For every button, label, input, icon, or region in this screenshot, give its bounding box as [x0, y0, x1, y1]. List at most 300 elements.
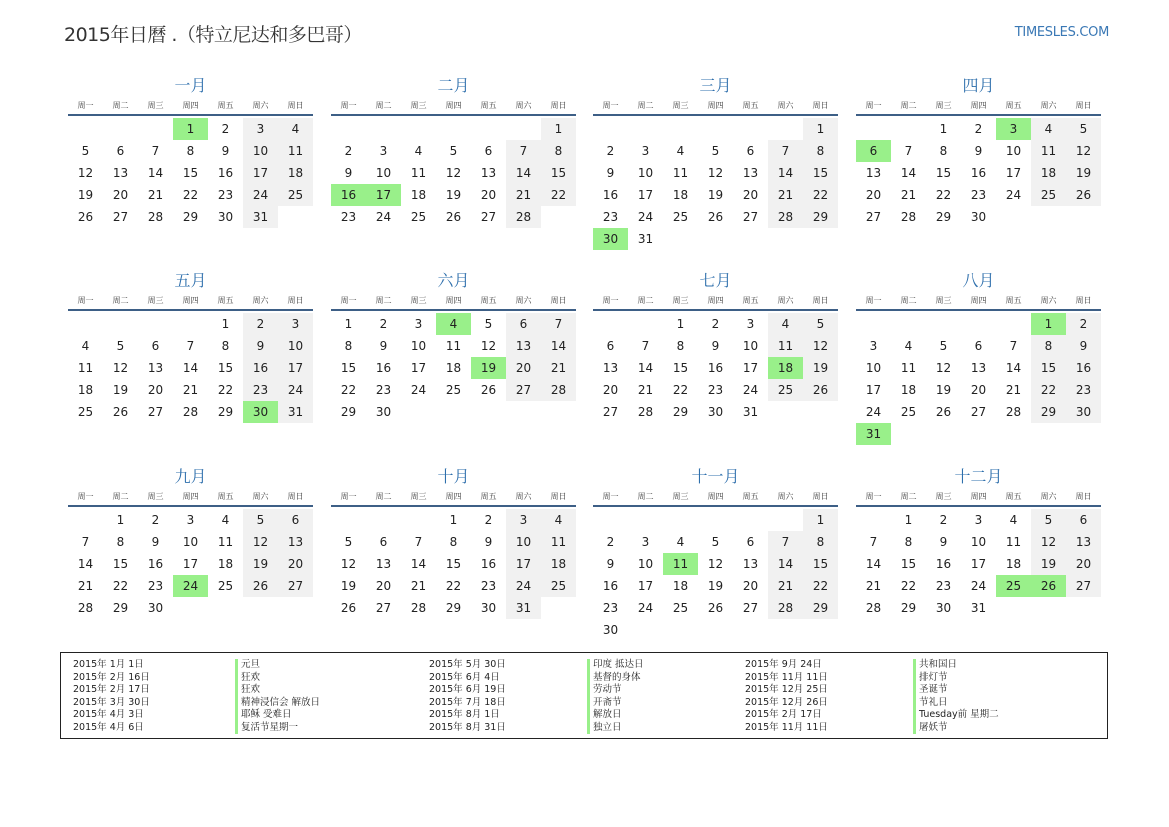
- day-cell: 29: [182, 210, 199, 224]
- month-5: [68, 269, 313, 423]
- weekday-label: 周三: [410, 101, 427, 110]
- weekday-label: 周四: [445, 492, 462, 501]
- weekday-label: 周四: [707, 492, 724, 501]
- empty-cell: [628, 313, 663, 335]
- month-1: [68, 74, 313, 228]
- day-cell: 10: [278, 335, 313, 357]
- weekday-label: 周五: [480, 101, 497, 110]
- day-cell: 28: [900, 210, 917, 224]
- day-cell: 20: [506, 357, 541, 379]
- empty-cell: [856, 118, 891, 140]
- day-cell: 27: [278, 575, 313, 597]
- day-cell: 9: [1066, 335, 1101, 357]
- weekday-label: 周一: [77, 492, 94, 501]
- holiday-name: 解放日: [587, 709, 644, 722]
- month-title: 七月: [699, 271, 732, 290]
- holiday-name-column: [235, 659, 320, 734]
- holiday-date-column: [745, 659, 828, 734]
- weekday-label: 周二: [900, 296, 917, 305]
- day-cell: 28: [637, 405, 654, 419]
- day-cell: 6: [151, 339, 160, 353]
- weekday-label: 周三: [672, 296, 689, 305]
- day-cell: 12: [112, 361, 129, 375]
- day-cell: 5: [711, 144, 720, 158]
- month-title: 十一月: [691, 467, 740, 486]
- day-cell: 11: [445, 339, 462, 353]
- day-cell: 30: [217, 210, 234, 224]
- weekday-label: 周三: [410, 296, 427, 305]
- day-cell: 23: [375, 383, 392, 397]
- day-cell: 27: [112, 210, 129, 224]
- day-cell: 26: [707, 601, 724, 615]
- weekday-header: [331, 98, 576, 116]
- holiday-name: Tuesday前 星期二: [913, 709, 999, 722]
- day-cell: 14: [637, 361, 654, 375]
- day-cell: 14: [410, 557, 427, 571]
- empty-cell: [856, 509, 891, 531]
- day-cell: 17: [506, 553, 541, 575]
- day-cell: 27: [506, 379, 541, 401]
- day-cell: 27: [480, 210, 497, 224]
- day-cell: 28: [541, 379, 576, 401]
- brand-logo-text[interactable]: TIMESLES.COM: [1014, 25, 1109, 40]
- weekday-label: 周日: [812, 296, 829, 305]
- weekday-label: 周五: [742, 492, 759, 501]
- day-cell: 12: [340, 557, 357, 571]
- day-cell: 3: [641, 535, 650, 549]
- weekday-label: 周日: [812, 101, 829, 110]
- day-cell: 13: [1066, 531, 1101, 553]
- day-cell: 13: [375, 557, 392, 571]
- weekday-label: 周四: [445, 101, 462, 110]
- day-cell: 6: [1066, 509, 1101, 531]
- day-cell: 27: [742, 210, 759, 224]
- day-grid: [856, 118, 1101, 228]
- weekday-label: 周二: [375, 492, 392, 501]
- holiday-day-cell: 4: [436, 313, 471, 335]
- weekday-label: 周日: [1075, 101, 1092, 110]
- day-grid: [68, 509, 313, 619]
- weekday-label: 周二: [637, 101, 654, 110]
- day-cell: 9: [606, 557, 615, 571]
- day-cell: 17: [182, 557, 199, 571]
- empty-cell: [733, 509, 768, 531]
- month-title: 二月: [437, 76, 470, 95]
- day-cell: 9: [939, 535, 948, 549]
- day-cell: 19: [340, 579, 357, 593]
- day-cell: 20: [1066, 553, 1101, 575]
- day-cell: 23: [480, 579, 497, 593]
- day-cell: 22: [900, 579, 917, 593]
- day-cell: 4: [676, 535, 685, 549]
- holiday-date: 2015年 11月 11日: [745, 671, 828, 683]
- day-cell: 8: [939, 144, 948, 158]
- day-cell: 25: [410, 210, 427, 224]
- day-cell: 10: [410, 339, 427, 353]
- day-cell: 13: [147, 361, 164, 375]
- day-cell: 22: [217, 383, 234, 397]
- day-cell: 3: [974, 513, 983, 527]
- day-cell: 2: [974, 122, 983, 136]
- empty-cell: [401, 509, 436, 531]
- day-cell: 19: [445, 188, 462, 202]
- weekday-header: [68, 98, 313, 116]
- day-cell: 9: [711, 339, 720, 353]
- empty-cell: [961, 313, 996, 335]
- day-cell: 17: [742, 361, 759, 375]
- month-title: 一月: [174, 76, 207, 95]
- day-cell: 15: [340, 361, 357, 375]
- weekday-label: 周五: [217, 101, 234, 110]
- day-cell: 11: [217, 535, 234, 549]
- weekday-label: 周二: [900, 492, 917, 501]
- day-cell: 1: [449, 513, 458, 527]
- day-cell: 22: [803, 575, 838, 597]
- day-cell: 13: [742, 166, 759, 180]
- holiday-name: 独立日: [587, 722, 644, 735]
- day-cell: 18: [1031, 162, 1066, 184]
- month-title: 十月: [437, 467, 470, 486]
- day-cell: 22: [803, 184, 838, 206]
- holiday-day-cell: 25: [996, 575, 1031, 597]
- day-cell: 2: [606, 144, 615, 158]
- day-cell: 7: [641, 339, 650, 353]
- holiday-day-cell: 6: [856, 140, 891, 162]
- day-cell: 18: [672, 188, 689, 202]
- holiday-name: 复活节星期一: [235, 722, 320, 735]
- day-cell: 28: [147, 210, 164, 224]
- weekday-label: 周一: [602, 492, 619, 501]
- day-cell: 24: [278, 379, 313, 401]
- weekday-label: 周四: [707, 101, 724, 110]
- day-grid: [856, 313, 1101, 445]
- weekday-label: 周四: [970, 492, 987, 501]
- day-cell: 26: [77, 210, 94, 224]
- day-cell: 15: [803, 553, 838, 575]
- day-cell: 27: [602, 405, 619, 419]
- weekday-label: 周五: [742, 296, 759, 305]
- day-cell: 22: [1031, 379, 1066, 401]
- day-cell: 19: [112, 383, 129, 397]
- weekday-label: 周六: [777, 101, 794, 110]
- day-cell: 18: [1005, 557, 1022, 571]
- day-cell: 10: [243, 140, 278, 162]
- day-cell: 6: [278, 509, 313, 531]
- day-cell: 4: [1031, 118, 1066, 140]
- day-cell: 24: [970, 579, 987, 593]
- day-cell: 5: [803, 313, 838, 335]
- day-cell: 31: [506, 597, 541, 619]
- day-cell: 9: [379, 339, 388, 353]
- weekday-label: 周四: [182, 492, 199, 501]
- empty-cell: [68, 509, 103, 531]
- day-cell: 29: [935, 210, 952, 224]
- weekday-label: 周二: [637, 492, 654, 501]
- day-cell: 7: [506, 140, 541, 162]
- weekday-header: [593, 293, 838, 311]
- day-cell: 23: [602, 601, 619, 615]
- day-cell: 30: [1066, 401, 1101, 423]
- day-cell: 14: [147, 166, 164, 180]
- day-cell: 4: [676, 144, 685, 158]
- holiday-day-cell: 24: [173, 575, 208, 597]
- day-cell: 6: [746, 535, 755, 549]
- empty-cell: [891, 313, 926, 335]
- day-cell: 14: [1005, 361, 1022, 375]
- day-cell: 18: [217, 557, 234, 571]
- day-cell: 29: [803, 206, 838, 228]
- day-cell: 13: [506, 335, 541, 357]
- holiday-name: 屠妖节: [913, 722, 999, 735]
- empty-cell: [593, 313, 628, 335]
- day-cell: 25: [900, 405, 917, 419]
- day-cell: 25: [77, 405, 94, 419]
- weekday-label: 周三: [935, 492, 952, 501]
- day-cell: 1: [221, 317, 230, 331]
- day-cell: 18: [445, 361, 462, 375]
- day-cell: 16: [480, 557, 497, 571]
- day-cell: 16: [935, 557, 952, 571]
- day-cell: 16: [147, 557, 164, 571]
- day-cell: 1: [904, 513, 913, 527]
- day-cell: 1: [344, 317, 353, 331]
- day-cell: 16: [602, 188, 619, 202]
- day-cell: 7: [151, 144, 160, 158]
- day-cell: 28: [182, 405, 199, 419]
- day-cell: 10: [637, 557, 654, 571]
- day-cell: 28: [506, 206, 541, 228]
- day-cell: 10: [865, 361, 882, 375]
- weekday-label: 周二: [375, 101, 392, 110]
- day-cell: 11: [410, 166, 427, 180]
- weekday-label: 周四: [182, 296, 199, 305]
- day-cell: 13: [112, 166, 129, 180]
- day-cell: 10: [970, 535, 987, 549]
- day-cell: 22: [445, 579, 462, 593]
- day-cell: 10: [742, 339, 759, 353]
- empty-cell: [471, 118, 506, 140]
- day-cell: 19: [1031, 553, 1066, 575]
- day-cell: 21: [768, 184, 803, 206]
- day-cell: 6: [379, 535, 388, 549]
- day-cell: 25: [672, 210, 689, 224]
- day-cell: 8: [116, 535, 125, 549]
- weekday-header: [856, 489, 1101, 507]
- day-cell: 16: [243, 357, 278, 379]
- day-cell: 30: [935, 601, 952, 615]
- day-cell: 8: [676, 339, 685, 353]
- day-cell: 15: [935, 166, 952, 180]
- day-cell: 15: [541, 162, 576, 184]
- holiday-name: 排灯节: [913, 672, 999, 685]
- holiday-name: 耶稣 受难日: [235, 709, 320, 722]
- day-cell: 27: [147, 405, 164, 419]
- day-cell: 14: [541, 335, 576, 357]
- day-cell: 16: [707, 361, 724, 375]
- day-cell: 15: [182, 166, 199, 180]
- day-cell: 7: [904, 144, 913, 158]
- day-cell: 7: [768, 140, 803, 162]
- empty-cell: [68, 313, 103, 335]
- day-cell: 20: [970, 383, 987, 397]
- holiday-day-cell: 1: [1031, 313, 1066, 335]
- day-cell: 12: [707, 557, 724, 571]
- day-cell: 15: [803, 162, 838, 184]
- empty-cell: [138, 313, 173, 335]
- weekday-label: 周一: [602, 296, 619, 305]
- day-cell: 19: [707, 579, 724, 593]
- weekday-label: 周日: [1075, 296, 1092, 305]
- weekday-label: 周日: [287, 101, 304, 110]
- day-cell: 1: [803, 118, 838, 140]
- day-cell: 4: [541, 509, 576, 531]
- day-cell: 29: [803, 597, 838, 619]
- weekday-label: 周四: [970, 101, 987, 110]
- day-cell: 21: [182, 383, 199, 397]
- day-cell: 22: [672, 383, 689, 397]
- day-cell: 17: [278, 357, 313, 379]
- weekday-label: 周四: [970, 296, 987, 305]
- holiday-date: 2015年 3月 30日: [73, 696, 150, 708]
- holiday-date: 2015年 12月 26日: [745, 696, 828, 708]
- weekday-label: 周六: [252, 296, 269, 305]
- day-cell: 5: [711, 535, 720, 549]
- holiday-date: 2015年 2月 17日: [745, 709, 822, 720]
- weekday-header: [593, 489, 838, 507]
- day-cell: 10: [1005, 144, 1022, 158]
- empty-cell: [768, 118, 803, 140]
- day-cell: 23: [340, 210, 357, 224]
- holiday-name-column: [587, 659, 644, 734]
- day-cell: 18: [541, 553, 576, 575]
- day-cell: 13: [742, 557, 759, 571]
- day-cell: 30: [375, 405, 392, 419]
- day-cell: 31: [278, 401, 313, 423]
- day-cell: 8: [449, 535, 458, 549]
- month-3: [593, 74, 838, 250]
- day-cell: 7: [869, 535, 878, 549]
- month-title: 五月: [174, 271, 207, 290]
- day-cell: 30: [147, 601, 164, 615]
- day-cell: 1: [939, 122, 948, 136]
- day-cell: 11: [1005, 535, 1022, 549]
- weekday-label: 周六: [1040, 296, 1057, 305]
- day-cell: 17: [410, 361, 427, 375]
- weekday-label: 周五: [1005, 492, 1022, 501]
- day-cell: 24: [1005, 188, 1022, 202]
- day-cell: 8: [904, 535, 913, 549]
- day-cell: 11: [900, 361, 917, 375]
- day-cell: 24: [742, 383, 759, 397]
- day-grid: [331, 118, 576, 228]
- day-cell: 11: [541, 531, 576, 553]
- empty-cell: [698, 118, 733, 140]
- holiday-name: 共和国日: [913, 659, 999, 672]
- day-cell: 2: [484, 513, 493, 527]
- day-cell: 28: [410, 601, 427, 615]
- weekday-label: 周六: [515, 296, 532, 305]
- day-cell: 22: [340, 383, 357, 397]
- day-cell: 29: [112, 601, 129, 615]
- weekday-label: 周六: [777, 296, 794, 305]
- month-6: [331, 269, 576, 423]
- day-cell: 3: [506, 509, 541, 531]
- empty-cell: [891, 118, 926, 140]
- empty-cell: [926, 313, 961, 335]
- day-cell: 21: [865, 579, 882, 593]
- weekday-label: 周六: [252, 492, 269, 501]
- day-cell: 30: [707, 405, 724, 419]
- day-cell: 4: [278, 118, 313, 140]
- weekday-label: 周五: [1005, 101, 1022, 110]
- page-title: 2015年日曆 .（特立尼达和多巴哥）: [64, 24, 362, 46]
- holiday-date: 2015年 2月 17日: [73, 684, 150, 695]
- empty-cell: [593, 118, 628, 140]
- day-cell: 24: [865, 405, 882, 419]
- month-title: 四月: [962, 76, 995, 95]
- empty-cell: [856, 313, 891, 335]
- weekday-label: 周六: [1040, 101, 1057, 110]
- day-cell: 2: [344, 144, 353, 158]
- month-title: 八月: [962, 271, 995, 290]
- day-cell: 22: [541, 184, 576, 206]
- day-cell: 23: [243, 379, 278, 401]
- day-cell: 21: [147, 188, 164, 202]
- day-cell: 29: [340, 405, 357, 419]
- weekday-label: 周二: [375, 296, 392, 305]
- weekday-label: 周三: [935, 296, 952, 305]
- day-cell: 3: [186, 513, 195, 527]
- day-cell: 9: [151, 535, 160, 549]
- day-cell: 8: [541, 140, 576, 162]
- weekday-label: 周日: [550, 296, 567, 305]
- weekday-label: 周一: [77, 101, 94, 110]
- day-cell: 12: [707, 166, 724, 180]
- day-cell: 27: [375, 601, 392, 615]
- day-cell: 19: [243, 553, 278, 575]
- day-cell: 18: [900, 383, 917, 397]
- day-cell: 12: [243, 531, 278, 553]
- weekday-label: 周二: [112, 101, 129, 110]
- weekday-label: 周三: [672, 492, 689, 501]
- day-cell: 25: [445, 383, 462, 397]
- day-cell: 3: [641, 144, 650, 158]
- holiday-name: 圣诞节: [913, 684, 999, 697]
- day-cell: 3: [278, 313, 313, 335]
- day-cell: 5: [484, 317, 493, 331]
- empty-cell: [331, 509, 366, 531]
- day-cell: 2: [1066, 313, 1101, 335]
- day-cell: 7: [768, 531, 803, 553]
- day-cell: 8: [344, 339, 353, 353]
- day-cell: 23: [707, 383, 724, 397]
- empty-cell: [436, 118, 471, 140]
- day-cell: 11: [768, 335, 803, 357]
- day-cell: 21: [1005, 383, 1022, 397]
- day-grid: [68, 118, 313, 228]
- day-cell: 2: [379, 317, 388, 331]
- weekday-label: 周五: [742, 101, 759, 110]
- day-cell: 21: [506, 184, 541, 206]
- day-cell: 20: [742, 188, 759, 202]
- month-title: 九月: [174, 467, 207, 486]
- day-cell: 4: [904, 339, 913, 353]
- day-cell: 2: [711, 317, 720, 331]
- day-cell: 18: [278, 162, 313, 184]
- day-cell: 4: [81, 339, 90, 353]
- day-grid: [331, 509, 576, 619]
- day-cell: 19: [803, 357, 838, 379]
